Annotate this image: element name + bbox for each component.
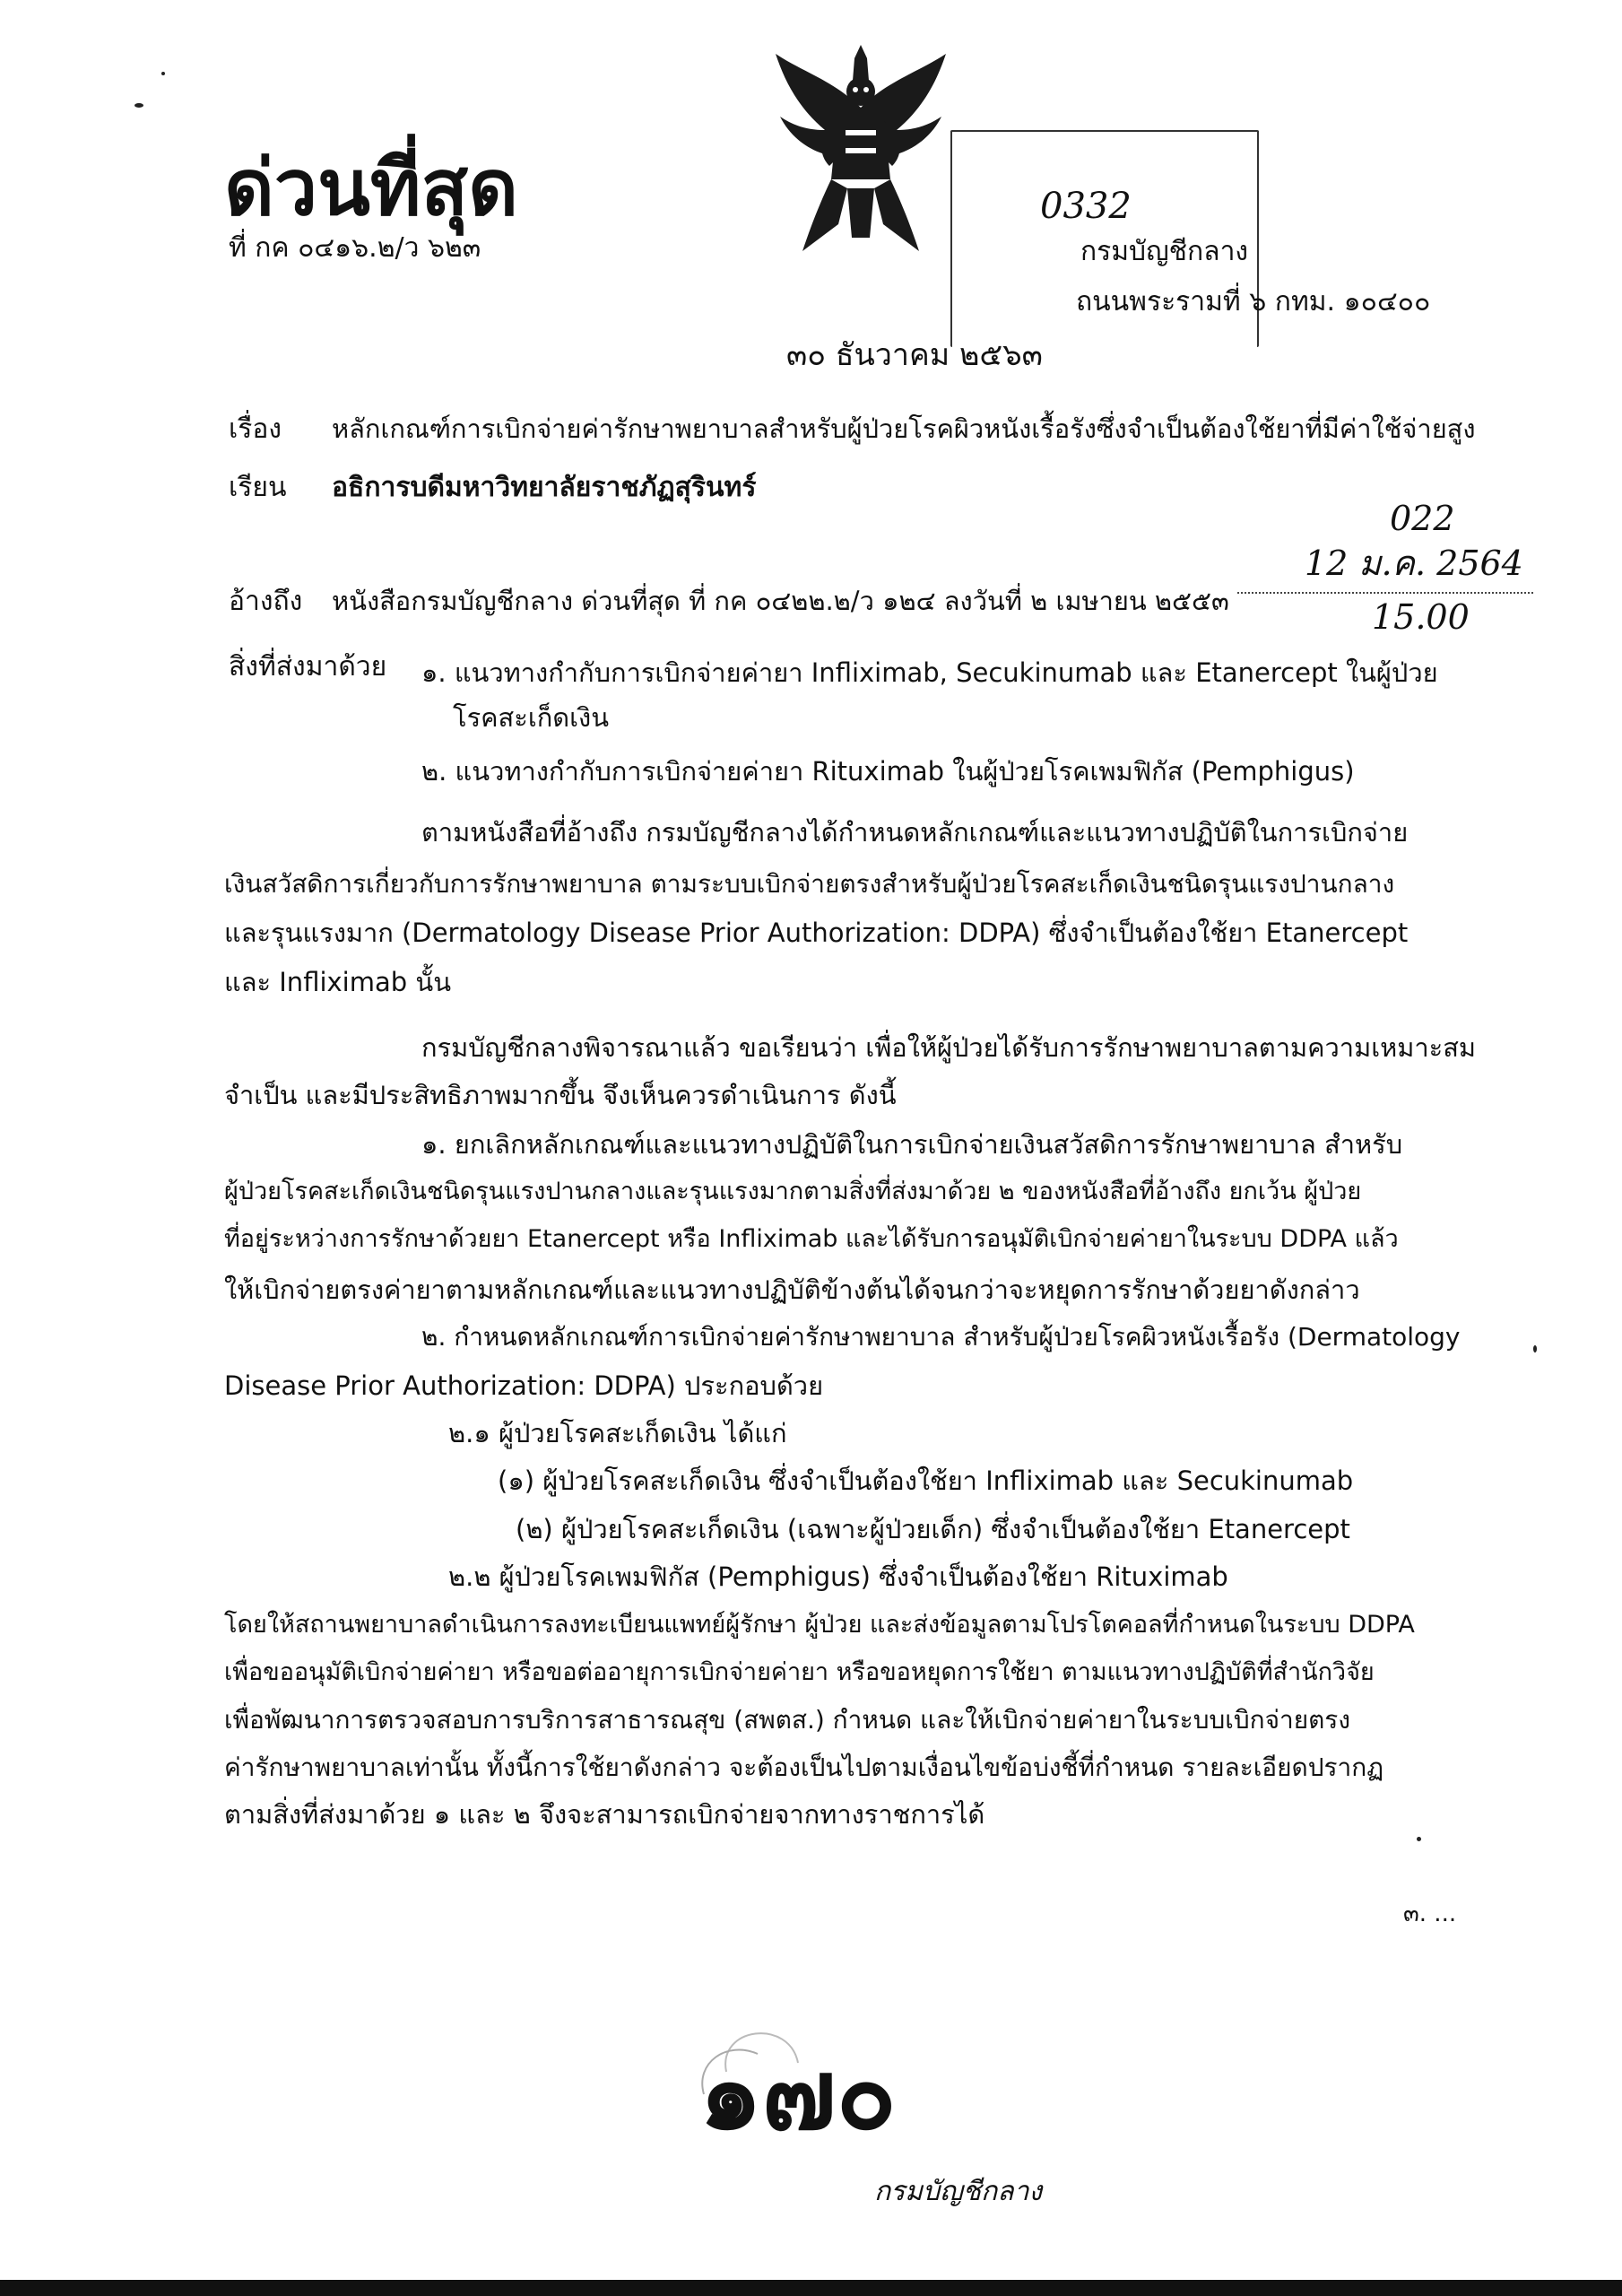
scan-edge-bar: [0, 2280, 1622, 2296]
subject-label: เรื่อง: [229, 413, 282, 445]
document-number: ที่ กค ๐๔๑๖.๒/ว ๖๒๓: [229, 232, 481, 264]
subject-text: หลักเกณฑ์การเบิกจ่ายค่ารักษาพยาบาลสำหรับผู้ป่วยโรคผิวหนังเรื้อรังซึ่งจำเป็นต้องใช้ยาที่มีค่าใช้จ่ายสูง: [332, 413, 1476, 444]
body-line: และ Infliximab นั้น: [224, 967, 452, 997]
enclosure-item: ๑. แนวทางกำกับการเบิกจ่ายค่ายา Infliximab, Secukinumab และ Etanercept ในผู้ป่วย: [421, 657, 1438, 688]
garuda-emblem-icon: [749, 45, 973, 260]
body-line: โดยให้สถานพยาบาลดำเนินการลงทะเบียนแพทย์ผู้รักษา ผู้ป่วย และส่งข้อมูลตามโปรโตคอลที่กำหนดในระบบ DDPA: [224, 1611, 1415, 1639]
body-line: เพื่อพัฒนาการตรวจสอบการบริการสาธารณสุข (สพตส.) กำหนด และให้เบิกจ่ายค่ายาในระบบเบิกจ่ายตรง: [224, 1705, 1350, 1735]
org-address: ถนนพระรามที่ ๖ กทม. ๑๐๔๐๐: [1076, 286, 1431, 317]
stamp-number: 022: [1390, 499, 1455, 538]
body-line: (๑) ผู้ป่วยโรคสะเก็ดเงิน ซึ่งจำเป็นต้องใช้ยา Infliximab และ Secukinumab: [498, 1465, 1354, 1496]
body-line: และรุนแรงมาก (Dermatology Disease Prior Authorization: DDPA) ซึ่งจำเป็นต้องใช้ยา Etanercept: [224, 918, 1409, 948]
body-line: ๑. ยกเลิกหลักเกณฑ์และแนวทางปฏิบัติในการเบิกจ่ายเงินสวัสดิการรักษาพยาบาล สำหรับ: [421, 1129, 1403, 1160]
enclosures-label: สิ่งที่ส่งมาด้วย: [229, 651, 387, 683]
scan-speck: [1417, 1837, 1421, 1841]
anniversary-org: กรมบัญชีกลาง: [874, 2176, 1043, 2207]
scan-speck: [161, 72, 165, 75]
continuation-marker: ๓. ...: [1403, 1900, 1457, 1927]
stamp-date: 12 ม.ค. 2564: [1305, 544, 1523, 583]
body-line: ค่ารักษาพยาบาลเท่านั้น ทั้งนี้การใช้ยาดังกล่าว จะต้องเป็นไปตามเงื่อนไขข้อบ่งชี้ที่กำหนด รายละเอียดปรากฏ: [224, 1752, 1383, 1782]
body-line: เพื่อขออนุมัติเบิกจ่ายค่ายา หรือขอต่ออายุการเบิกจ่ายค่ายา หรือขอหยุดการใช้ยา ตามแนวทางปฏิบัติที่สำนักวิจัย: [224, 1658, 1375, 1686]
body-line: Disease Prior Authorization: DDPA) ประกอบด้วย: [224, 1370, 824, 1401]
enclosure-item: โรคสะเก็ดเงิน: [453, 702, 610, 733]
body-line: ๒.๑ ผู้ป่วยโรคสะเก็ดเงิน ได้แก่: [448, 1418, 787, 1448]
body-line: กรมบัญชีกลางพิจารณาแล้ว ขอเรียนว่า เพื่อให้ผู้ป่วยได้รับการรักษาพยาบาลตามความเหมาะสม: [421, 1032, 1477, 1063]
body-line: ผู้ป่วยโรคสะเก็ดเงินชนิดรุนแรงปานกลางและรุนแรงมากตามสิ่งที่ส่งมาด้วย ๒ ของหนังสือที่อ้างถึง ยกเว้น ผู้ป่วย: [224, 1178, 1362, 1205]
body-line: ตามหนังสือที่อ้างถึง กรมบัญชีกลางได้กำหนดหลักเกณฑ์และแนวทางปฏิบัติในการเบิกจ่าย: [421, 817, 1409, 848]
document-date: ๓๐ ธันวาคม ๒๕๖๓: [786, 337, 1043, 373]
scan-speck: [1533, 1345, 1537, 1352]
stamp-time: 15.00: [1372, 597, 1470, 637]
body-line: ตามสิ่งที่ส่งมาด้วย ๑ และ ๒ จึงจะสามารถเบิกจ่ายจากทางราชการได้: [224, 1799, 985, 1830]
recipient-text: อธิการบดีมหาวิทยาลัยราชภัฏสุรินทร์: [332, 472, 757, 503]
org-name: กรมบัญชีกลาง: [1080, 236, 1249, 267]
body-line: เงินสวัสดิการเกี่ยวกับการรักษาพยาบาล ตามระบบเบิกจ่ายตรงสำหรับผู้ป่วยโรคสะเก็ดเงินชนิดรุนแรงปานกลาง: [224, 869, 1395, 899]
enclosure-item: ๒. แนวทางกำกับการเบิกจ่ายค่ายา Rituximab ในผู้ป่วยโรคเพมฟิกัส (Pemphigus): [421, 756, 1355, 787]
urgency-heading: ด่วนที่สุด: [224, 143, 518, 233]
anniversary-mark: ๑๗๐: [699, 2036, 897, 2152]
body-line: ๒. กำหนดหลักเกณฑ์การเบิกจ่ายค่ารักษาพยาบาล สำหรับผู้ป่วยโรคผิวหนังเรื้อรัง (Dermatology: [421, 1322, 1461, 1352]
body-line: ให้เบิกจ่ายตรงค่ายาตามหลักเกณฑ์และแนวทางปฏิบัติข้างต้นได้จนกว่าจะหยุดการรักษาด้วยยาดังกล่าว: [224, 1274, 1360, 1305]
stamp-divider: [1237, 592, 1533, 594]
body-line: ที่อยู่ระหว่างการรักษาด้วยยา Etanercept หรือ Infliximab และได้รับการอนุมัติเบิกจ่ายค่ายาในระบบ DDPA แล้ว: [224, 1225, 1399, 1253]
anniversary-logo: [690, 2018, 1043, 2215]
reference-label: อ้างถึง: [229, 586, 303, 617]
body-line: (๒) ผู้ป่วยโรคสะเก็ดเงิน (เฉพาะผู้ป่วยเด็ก) ซึ่งจำเป็นต้องใช้ยา Etanercept: [516, 1514, 1350, 1544]
body-line: จำเป็น และมีประสิทธิภาพมากขึ้น จึงเห็นควรดำเนินการ ดังนี้: [224, 1080, 897, 1110]
scan-speck: [134, 103, 143, 108]
stamp-serial: 0332: [1040, 186, 1132, 227]
recipient-label: เรียน: [229, 472, 287, 503]
reference-text: หนังสือกรมบัญชีกลาง ด่วนที่สุด ที่ กค ๐๔๒๒.๒/ว ๑๒๔ ลงวันที่ ๒ เมษายน ๒๕๕๓: [332, 586, 1229, 616]
body-line: ๒.๒ ผู้ป่วยโรคเพมฟิกัส (Pemphigus) ซึ่งจำเป็นต้องใช้ยา Rituximab: [448, 1561, 1228, 1592]
